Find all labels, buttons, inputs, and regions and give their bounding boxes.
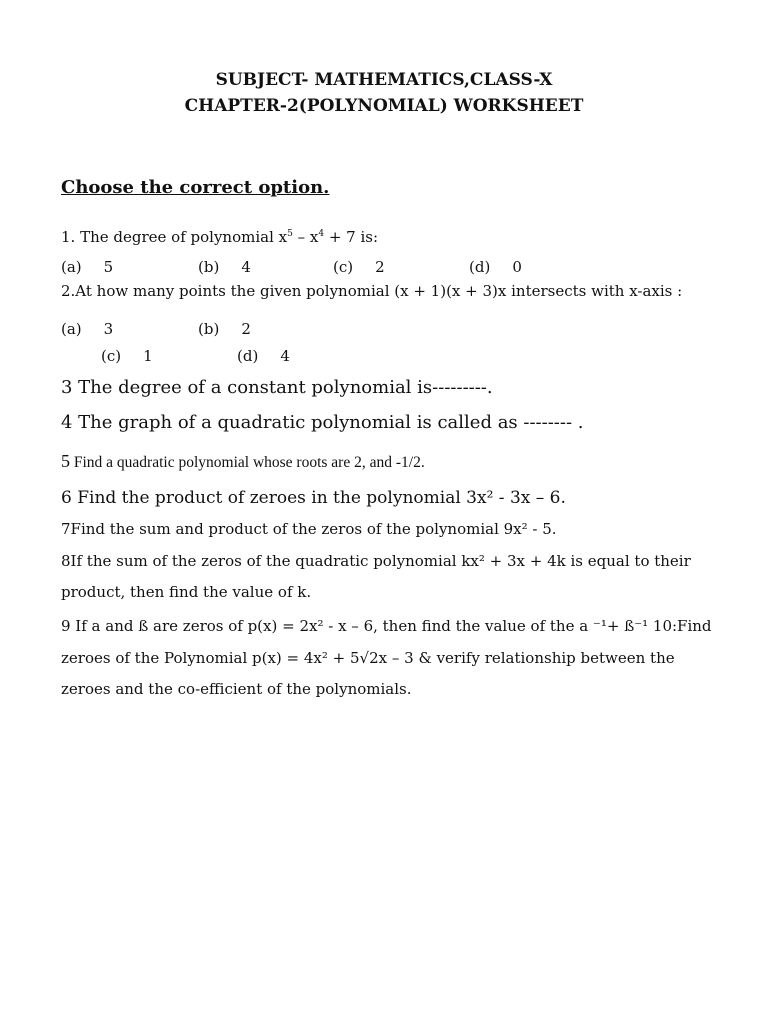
question-1-text-b: – x [292,228,319,246]
question-5-number: 5 [61,451,70,471]
question-1-exponent-a: 5 [287,229,293,239]
option-value: 2 [375,258,385,276]
q1-option-d [469,258,522,276]
chapter-title: CHAPTER-2(POLYNOMIAL) WORKSHEET [184,96,584,116]
option-value: 4 [280,347,290,365]
question-7: 7Find the sum and product of the zeros of the polynomial 9x² - 5. [61,520,557,538]
option-label: (b) [198,320,220,338]
option-label: (d) [237,347,259,365]
question-9-line-1: 9 If a and ß are zeros of p(x) = 2x² - x – 6, then find the value of the a ⁻¹+ ß⁻¹ 10:Find [61,617,712,635]
question-2: 2.At how many points the given polynomial (x + 1)(x + 3)x intersects with x-axis : [61,282,683,300]
question-5-text: Find a quadratic polynomial whose roots are 2, and -1/2. [70,454,425,471]
question-5 [61,451,425,472]
option-value: 1 [143,347,153,365]
option-label: (d) [469,258,491,276]
option-label: (b) [198,258,220,276]
q2-option-a [61,320,113,338]
q2-option-b [198,320,251,338]
question-8-line-2: product, then find the value of k. [61,583,312,601]
option-value: 2 [241,320,251,338]
q1-option-a [61,258,113,276]
question-8-line-1: 8If the sum of the zeros of the quadratic polynomial kx² + 3x + 4k is equal to their [61,552,691,570]
option-value: 5 [103,258,114,276]
question-6: 6 Find the product of zeroes in the polynomial 3x² - 3x – 6. [61,488,566,508]
q2-option-d [237,347,290,365]
option-label: (c) [101,347,122,365]
question-1-text-a: 1. The degree of polynomial x [61,228,288,246]
q1-option-c [333,258,385,276]
option-value: 0 [512,258,522,276]
question-4: 4 The graph of a quadratic polynomial is called as -------- . [61,412,584,433]
subject-title: SUBJECT- MATHEMATICS,CLASS-X [215,70,553,90]
q1-option-b [198,258,251,276]
question-9-line-2: zeroes of the Polynomial p(x) = 4x² + 5√2x – 3 & verify relationship between the [61,649,675,667]
question-9-line-3: zeroes and the co-efficient of the polynomials. [61,680,412,698]
option-label: (a) [61,258,82,276]
option-label: (a) [61,320,82,338]
question-1 [61,228,378,246]
question-1-text-c: + 7 is: [324,228,379,246]
section-heading: Choose the correct option. [61,177,330,198]
question-1-exponent-b: 4 [318,229,325,239]
question-3: 3 The degree of a constant polynomial is---------. [61,377,493,398]
option-value: 3 [103,320,114,338]
option-label: (c) [333,258,354,276]
option-value: 4 [241,258,251,276]
q2-option-c [101,347,153,365]
